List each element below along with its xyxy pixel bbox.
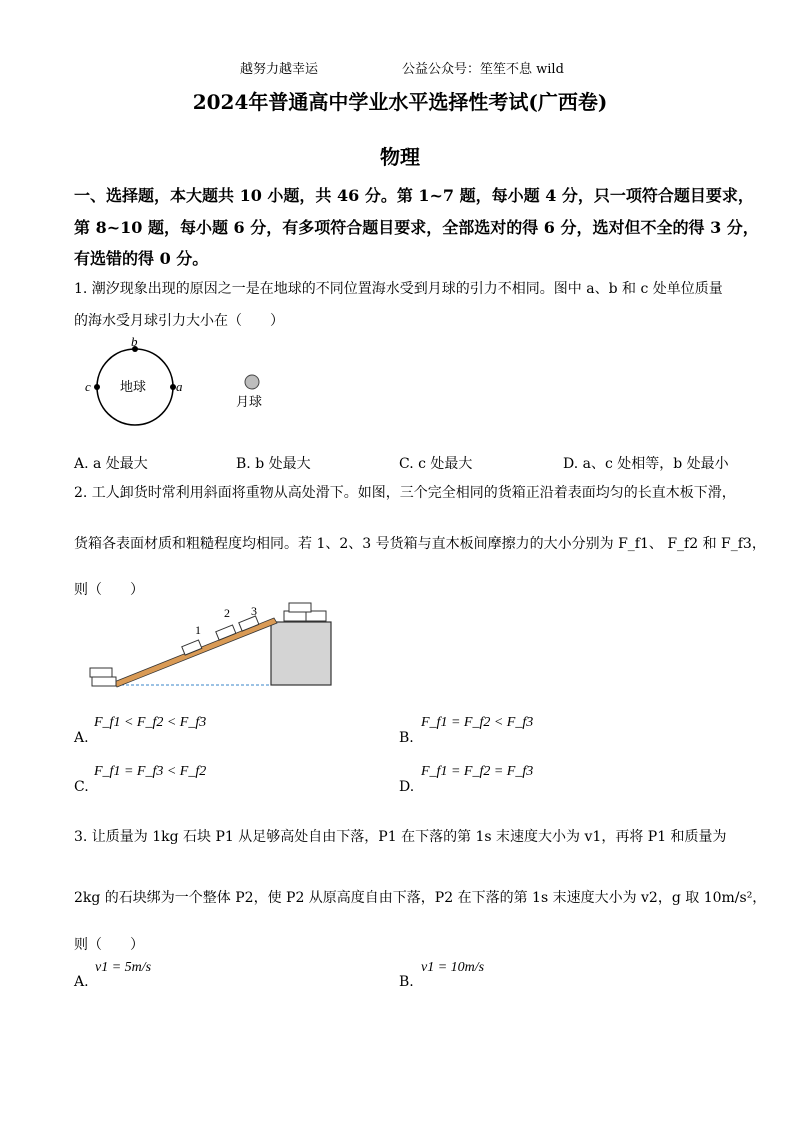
q2-option-b-letter: B. xyxy=(399,730,414,746)
header-right: 公益公众号：笙笙不息 wild xyxy=(402,62,564,77)
q2-option-c-letter: C. xyxy=(74,779,89,795)
label-box-3: 3 xyxy=(251,604,257,618)
q3-line-2: 2kg 的石块绑为一个整体 P2，使 P2 从原高度自由下落，P2 在下落的第 1s 末速度大小为 v2，g 取 10m/s²， xyxy=(74,890,767,906)
q1-line-1: 1. 潮汐现象出现的原因之一是在地球的不同位置海水受到月球的引力不相同。图中 a、b 和 c 处单位质量 xyxy=(74,281,723,297)
label-box-1: 1 xyxy=(195,623,201,637)
q2-line-1: 2. 工人卸货时常利用斜面将重物从高处滑下。如图，三个完全相同的货箱正沿着表面均匀的长直木板下滑， xyxy=(74,485,736,501)
q2-option-a-letter: A. xyxy=(74,730,89,746)
q1-option-a: A. a 处最大 xyxy=(74,456,148,472)
q3-option-a-letter: A. xyxy=(74,974,89,990)
q2-option-c-expr: F_f1 = F_f3 < F_f2 xyxy=(94,764,207,779)
incline-figure xyxy=(84,598,340,692)
ground-boxes xyxy=(90,668,116,686)
earth-moon-figure xyxy=(80,334,280,434)
label-a: a xyxy=(176,379,183,394)
header-left: 越努力越幸运 xyxy=(240,62,319,77)
q3-option-b-letter: B. xyxy=(399,974,414,990)
subject-title: 物理 xyxy=(380,145,420,169)
q1-option-d: D. a、c 处相等，b 处最小 xyxy=(563,456,729,472)
section-line-3: 有选错的得 0 分。 xyxy=(74,249,209,268)
label-box-2: 2 xyxy=(224,606,230,620)
q2-option-d-expr: F_f1 = F_f2 = F_f3 xyxy=(421,764,534,779)
q3-line-1: 3. 让质量为 1kg 石块 P1 从足够高处自由下落，P1 在下落的第 1s 末速度大小为 v1，再将 P1 和质量为 xyxy=(74,829,727,845)
section-line-2: 第 8~10 题，每小题 6 分，有多项符合题目要求，全部选对的得 6 分，选对但不全的得 3 分， xyxy=(74,218,759,237)
q3-option-b-expr: v1 = 10m/s xyxy=(421,960,485,975)
q1-line-2: 的海水受月球引力大小在（ ） xyxy=(74,313,284,329)
q2-line-2: 货箱各表面材质和粗糙程度均相同。若 1、2、3 号货箱与直木板间摩擦力的大小分别为 F_f1、 F_f2 和 F_f3， xyxy=(74,536,766,552)
label-moon: 月球 xyxy=(236,395,263,410)
q2-option-a-expr: F_f1 < F_f2 < F_f3 xyxy=(94,715,207,730)
q2-option-b-expr: F_f1 = F_f2 < F_f3 xyxy=(421,715,534,730)
platform-boxes xyxy=(284,603,326,621)
label-b: b xyxy=(131,334,138,349)
platform xyxy=(271,622,331,685)
moon-circle xyxy=(245,375,259,389)
q1-option-c: C. c 处最大 xyxy=(399,456,473,472)
q1-option-b: B. b 处最大 xyxy=(236,456,311,472)
section-line-1: 一、选择题，本大题共 10 小题，共 46 分。第 1~7 题，每小题 4 分，只一项符合题目要求， xyxy=(74,186,754,205)
q3-option-a-expr: v1 = 5m/s xyxy=(95,960,152,975)
q2-option-d-letter: D. xyxy=(399,779,415,795)
q2-line-3: 则（ ） xyxy=(74,582,144,598)
label-earth: 地球 xyxy=(120,380,147,395)
point-c xyxy=(94,384,100,390)
page-title: 2024年普通高中学业水平选择性考试(广西卷) xyxy=(192,90,608,114)
label-c: c xyxy=(85,379,91,394)
q3-line-3: 则（ ） xyxy=(74,937,144,953)
